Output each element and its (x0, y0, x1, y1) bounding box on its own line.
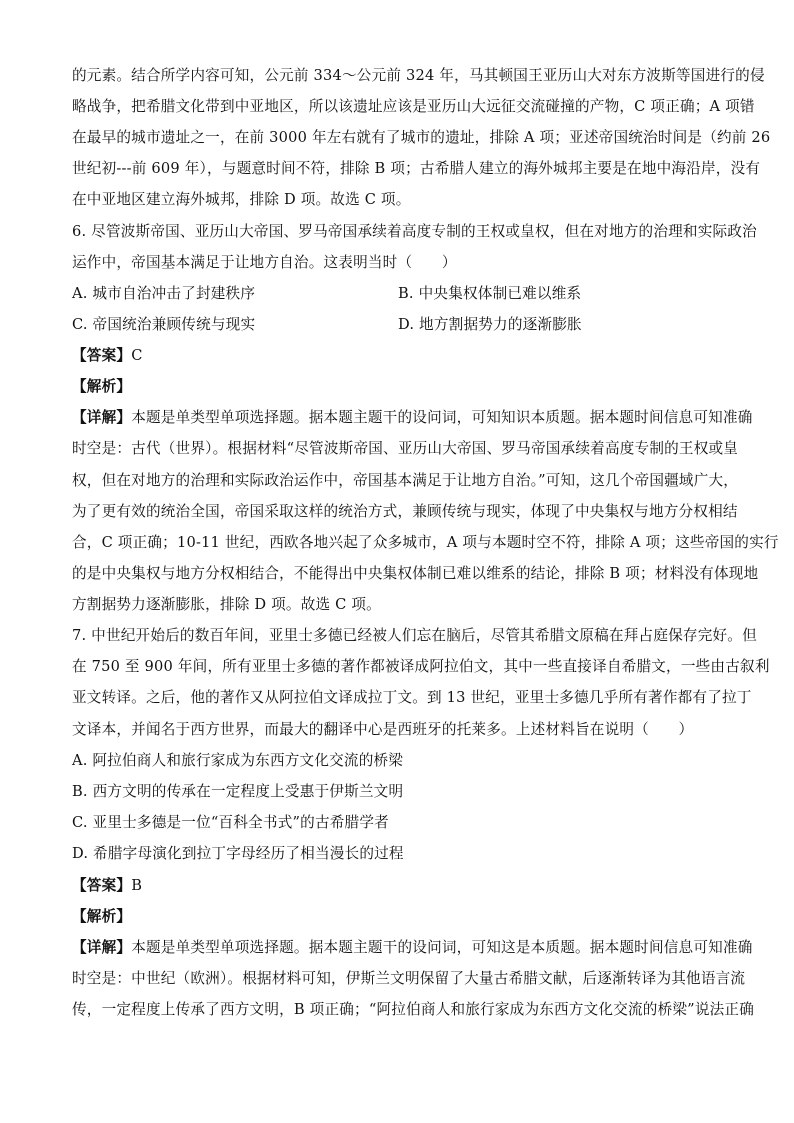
q7-option-a: A. 阿拉伯商人和旅行家成为东西方文化交流的桥梁 (72, 752, 404, 769)
q7-stem-line: 文译本，并闻名于西方世界，而最大的翻译中心是西班牙的托莱多。上述材料旨在说明（ ） (72, 721, 694, 738)
q6-answer-tag: 【答案】 (72, 347, 132, 364)
q7-detail-line: 传，一定程度上传承了西方文明，B 项正确；“阿拉伯商人和旅行家成为东西方文化交流的桥梁”说法正确 (72, 1001, 755, 1018)
q7-stem-line: 亚文转译。之后，他的著作又从阿拉伯文译成拉丁文。到 13 世纪，亚里士多德几乎所有著作都有了拉丁 (72, 689, 752, 706)
q6-option-b: B. 中央集权体制已难以维系 (398, 285, 582, 302)
q6-detail-line: 时空是：古代（世界）。根据材料“尽管波斯帝国、亚历山大帝国、罗马帝国承续着高度专制的王权或皇 (72, 440, 739, 457)
q7-option-d: D. 希腊字母演化到拉丁字母经历了相当漫长的过程 (72, 845, 404, 862)
q6-stem-line: 6. 尽管波斯帝国、亚历山大帝国、罗马帝国承续着高度专制的王权或皇权，但在对地方的治理和实际政治 (72, 223, 757, 240)
q6-detail-line: 权，但在对地方的治理和实际政治运作中，帝国基本满足于让地方自治。”可知，这几个帝国疆域广大， (72, 472, 739, 489)
q6-analysis-tag: 【解析】 (72, 378, 132, 395)
q6-detail-line: 本题是单类型单项选择题。据本题主题干的设问词，可知知识本质题。据本题时间信息可知准确 (131, 409, 753, 426)
q7-stem-line: 在 750 至 900 年间，所有亚里士多德的著作都被译成阿拉伯文，其中一些直接译自希腊文，一些由古叙利 (72, 658, 770, 675)
q7-detail-tag: 【详解】 (72, 939, 132, 956)
continuation-line: 在中亚地区建立海外城邦，排除 D 项。故选 C 项。 (72, 191, 411, 208)
q7-detail-line: 时空是：中世纪（欧洲）。根据材料可知，伊斯兰文明保留了大量古希腊文献，后逐渐转译为其他语言流 (72, 970, 746, 987)
q6-detail-line: 合，C 项正确；10-11 世纪，西欧各地兴起了众多城市，A 项与本题时空不符，排除 A 项；这些帝国的实行 (72, 534, 779, 551)
q6-option-d: D. 地方割据势力的逐渐膨胀 (398, 316, 582, 333)
continuation-line: 在最早的城市遗址之一，在前 3000 年左右就有了城市的遗址，排除 A 项；亚述帝国统治时间是（约前 26 (72, 129, 771, 146)
q7-option-b: B. 西方文明的传承在一定程度上受惠于伊斯兰文明 (72, 783, 404, 800)
q7-stem-line: 7. 中世纪开始后的数百年间，亚里士多德已经被人们忘在脑后，尽管其希腊文原稿在拜占庭保存完好。但 (72, 627, 757, 644)
q7-detail-line: 本题是单类型单项选择题。据本题主题干的设问词，可知这是本质题。据本题时间信息可知准确 (131, 939, 753, 956)
q7-detail-first (72, 938, 753, 958)
q6-detail-line: 为了更有效的统治全国，帝国采取这样的统治方式，兼顾传统与现实，体现了中央集权与地方分权相结 (72, 503, 738, 520)
q7-option-c: C. 亚里士多德是一位“百科全书式”的古希腊学者 (72, 814, 389, 831)
q7-answer (72, 876, 722, 896)
q7-answer-tag: 【答案】 (72, 877, 132, 894)
q7-analysis-tag: 【解析】 (72, 908, 132, 925)
continuation-line: 世纪初---前 609 年），与题意时间不符，排除 B 项；古希腊人建立的海外城邦主要是在地中海沿岸，没有 (72, 160, 761, 177)
q6-stem-line: 运作中，帝国基本满足于让地方自治。这表明当时（ ） (72, 254, 457, 271)
q6-detail-tag: 【详解】 (72, 409, 132, 426)
continuation-line: 的元素。结合所学内容可知，公元前 334～公元前 324 年，马其顿国王亚历山大对东方波斯等国进行的侵 (72, 67, 765, 84)
q6-answer (72, 346, 722, 366)
q6-detail-first (72, 408, 753, 428)
q6-option-c: C. 帝国统治兼顾传统与现实 (72, 316, 256, 333)
q7-answer-value: B (131, 877, 143, 894)
q6-option-a: A. 城市自治冲击了封建秩序 (72, 285, 256, 302)
continuation-line: 略战争，把希腊文化带到中亚地区，所以该遗址应该是亚历山大远征交流碰撞的产物，C 项正确；A 项错 (72, 98, 755, 115)
q6-answer-value: C (131, 347, 143, 364)
q6-detail-line: 方割据势力逐渐膨胀，排除 D 项。故选 C 项。 (72, 596, 381, 613)
q6-detail-line: 的是中央集权与地方分权相结合，不能得出中央集权体制已难以维系的结论，排除 B 项；材料没有体现地 (72, 565, 759, 582)
